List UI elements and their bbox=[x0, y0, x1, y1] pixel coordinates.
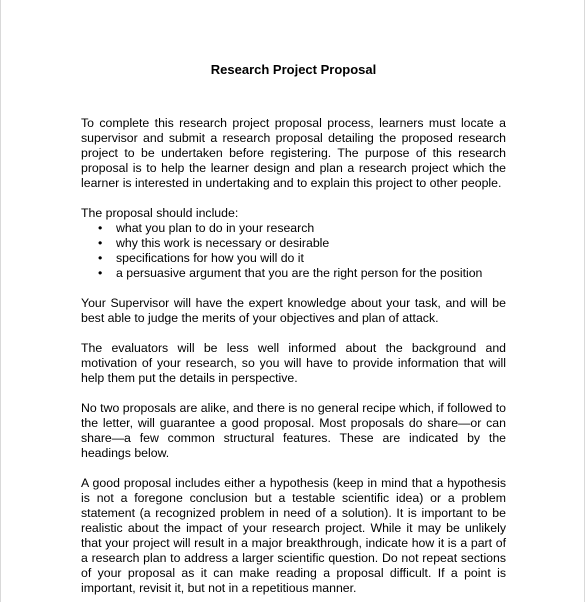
hypothesis-paragraph: A good proposal includes either a hypothesis (keep in mind that a hypothesis is not a foregone conclusion but a testable scientific idea) or a problem statement (a recognized problem in need of a solution). It is important to be realistic about the impact of your research project. While it may be unlikely that your project will result in a major breakthrough, indicate how it is a part of a research plan to address a larger scientific question. Do not repeat sections of your proposal as it can make reading a proposal difficult. If a point is important, revisit it, but not in a repetitious manner. bbox=[81, 476, 506, 595]
list-item bbox=[81, 236, 506, 251]
list-item bbox=[81, 251, 506, 266]
list-item-text: why this work is necessary or desirable bbox=[116, 236, 330, 250]
list-intro: The proposal should include: bbox=[81, 206, 239, 220]
list-item-text: what you plan to do in your research bbox=[116, 221, 315, 235]
document-content bbox=[81, 62, 506, 611]
bullet-icon: • bbox=[98, 251, 103, 265]
proposals-paragraph: No two proposals are alike, and there is no general recipe which, if followed to the letter, will guarantee a good proposal. Most proposals do share—or can share—a few common structural features. These are indicated by the headings below. bbox=[81, 401, 506, 460]
bullet-list bbox=[81, 221, 506, 281]
bullet-icon: • bbox=[98, 236, 103, 250]
bullet-icon: • bbox=[98, 266, 103, 280]
evaluators-paragraph: The evaluators will be less well informed about the background and motivation of your research, so you will have to provide information that will help them put the details in perspective. bbox=[81, 341, 506, 385]
list-item-text: specifications for how you will do it bbox=[116, 251, 304, 265]
intro-paragraph: To complete this research project proposal process, learners must locate a supervisor and submit a research proposal detailing the proposed research project to be undertaken before registering. The purpose of this research proposal is to help the learner design and plan a research project which the learner is interested in undertaking and to explain this project to other people. bbox=[81, 116, 506, 190]
list-item bbox=[81, 221, 506, 236]
bullet-icon: • bbox=[98, 221, 103, 235]
list-item bbox=[81, 266, 506, 281]
supervisor-paragraph: Your Supervisor will have the expert knowledge about your task, and will be best able to judge the merits of your objectives and plan of attack. bbox=[81, 296, 506, 325]
list-item-text: a persuasive argument that you are the right person for the position bbox=[116, 266, 483, 280]
document-title: Research Project Proposal bbox=[210, 62, 377, 77]
